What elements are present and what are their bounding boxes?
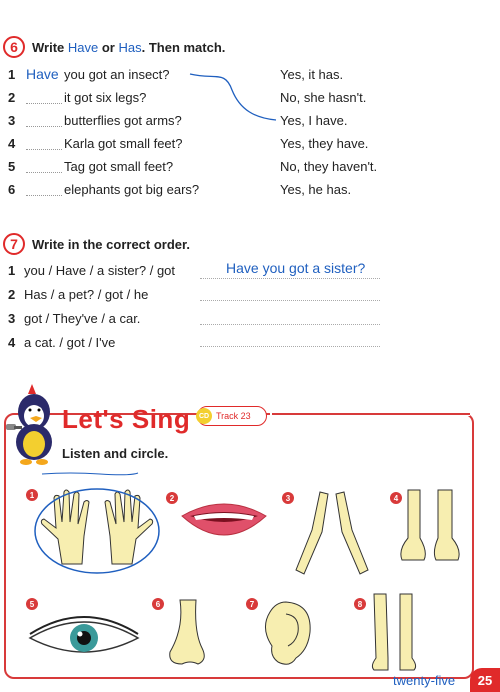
question-text: butterflies got arms?: [64, 112, 182, 128]
row-number: 5: [8, 158, 16, 174]
exercise-7-title: Write in the correct order.: [32, 237, 190, 252]
picture-number: 8: [354, 598, 366, 610]
hands-icon[interactable]: [32, 484, 162, 574]
answer-line[interactable]: [200, 324, 380, 325]
exercise-7-number: 7: [3, 233, 25, 255]
answer-line[interactable]: [200, 278, 380, 279]
page-number-badge: 25: [470, 668, 500, 692]
mouth-icon[interactable]: [176, 494, 272, 554]
legs-icon[interactable]: [364, 592, 424, 672]
sing-instruction: Listen and circle.: [62, 446, 169, 461]
jumbled-words: you / Have / a sister? / got: [24, 263, 176, 278]
match-answer[interactable]: No, they haven't.: [280, 159, 378, 174]
title-part: Write: [32, 40, 68, 55]
question-text: Karla got small feet?: [64, 135, 183, 151]
penguin-mascot-icon: [4, 380, 60, 466]
underline-scribble: [40, 470, 140, 478]
ex7-row-3: [8, 311, 140, 326]
question-text: elephants got big ears?: [64, 181, 200, 197]
match-answer[interactable]: No, she hasn't.: [280, 90, 367, 105]
picture-number: 3: [282, 492, 294, 504]
picture-number: 1: [26, 489, 38, 501]
ex7-row-1: [8, 263, 175, 278]
eye-icon[interactable]: [26, 612, 142, 662]
page-number-word: twenty-five: [393, 673, 456, 688]
picture-number: 2: [166, 492, 178, 504]
answer-line[interactable]: [200, 346, 380, 347]
question-text: it got six legs?: [64, 89, 147, 105]
jumbled-words: a cat. / got / I've: [24, 335, 116, 350]
picture-number: 6: [152, 598, 164, 610]
question-text: Tag got small feet?: [64, 158, 174, 174]
title-part: . Then match.: [141, 40, 226, 55]
match-line: [0, 0, 500, 200]
picture-number: 4: [390, 492, 402, 504]
word-have: Have: [67, 40, 99, 55]
answer-line[interactable]: [200, 300, 380, 301]
row-number: 3: [8, 311, 16, 326]
picture-number: 5: [26, 598, 38, 610]
arms-icon[interactable]: [292, 490, 372, 580]
row-number: 2: [8, 89, 16, 105]
lets-sing-title: Let's Sing: [62, 404, 191, 434]
match-answer[interactable]: Yes, he has.: [280, 182, 352, 197]
track-label: Track 23: [216, 411, 251, 421]
jumbled-words: got / They've / a car.: [24, 311, 141, 326]
jumbled-words: Has / a pet? / got / he: [24, 287, 149, 302]
feet-icon[interactable]: [390, 488, 470, 568]
row-number: 3: [8, 112, 16, 128]
word-has: Has: [118, 40, 142, 55]
ear-icon[interactable]: [256, 598, 316, 670]
match-answer[interactable]: Yes, it has.: [280, 67, 344, 82]
row-number: 1: [8, 263, 16, 278]
row-number: 4: [8, 335, 16, 350]
match-answer[interactable]: Yes, they have.: [280, 136, 369, 151]
example-answer[interactable]: Have you got a sister?: [226, 260, 366, 276]
question-text: you got an insect?: [64, 66, 170, 82]
row-number: 1: [8, 66, 16, 82]
picture-number: 7: [246, 598, 258, 610]
ex7-row-4: [8, 335, 115, 350]
filled-answer[interactable]: Have: [26, 66, 59, 82]
ex7-row-2: [8, 287, 148, 302]
track-badge[interactable]: [197, 406, 267, 426]
row-number: 6: [8, 181, 16, 197]
row-number: 2: [8, 287, 16, 302]
exercise-6-number: 6: [3, 36, 25, 58]
match-answer[interactable]: Yes, I have.: [280, 113, 348, 128]
cd-icon: CD: [196, 408, 212, 424]
title-part: or: [98, 40, 119, 55]
row-number: 4: [8, 135, 16, 151]
nose-icon[interactable]: [160, 598, 220, 668]
